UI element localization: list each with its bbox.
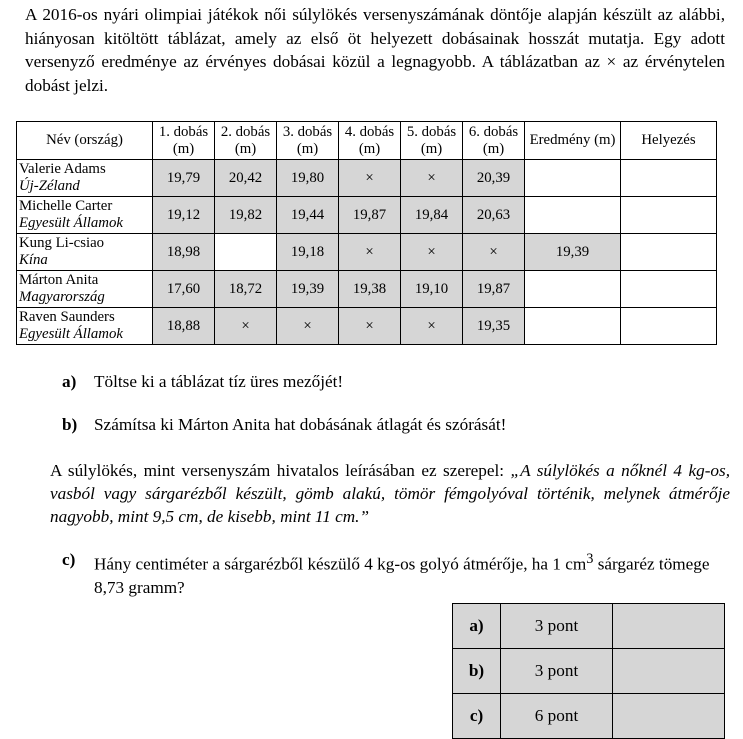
- points-table: [452, 603, 725, 739]
- results-table: [16, 121, 717, 345]
- throw-cell: ×: [339, 234, 401, 271]
- points-value: 6 pont: [501, 694, 613, 739]
- rank-cell: [621, 308, 717, 345]
- points-score-cell: [613, 649, 725, 694]
- athlete-cell: [17, 197, 153, 234]
- question-c-text: Hány centiméter a sárgarézből készülő 4 kg-os golyó átmérője, ha 1 cm: [94, 554, 587, 574]
- header-name: Név (ország): [17, 122, 153, 160]
- points-label: b): [453, 649, 501, 694]
- throw-cell: 19,38: [339, 271, 401, 308]
- athlete-name: Raven Saunders: [19, 309, 115, 325]
- question-a-label: a): [62, 372, 77, 391]
- throw-cell: ×: [339, 308, 401, 345]
- rules-paragraph: [50, 459, 730, 528]
- athlete-name: Valerie Adams: [19, 161, 106, 177]
- athlete-cell: [17, 271, 153, 308]
- header-throw-6: 6. dobás (m): [463, 122, 525, 160]
- throw-cell: 19,84: [401, 197, 463, 234]
- header-throw-2: 2. dobás (m): [215, 122, 277, 160]
- table-row: [17, 271, 717, 308]
- athlete-country: Egyesült Államok: [19, 215, 123, 231]
- rank-cell: [621, 234, 717, 271]
- header-throw-3: 3. dobás (m): [277, 122, 339, 160]
- table-row: [17, 308, 717, 345]
- rank-cell: [621, 197, 717, 234]
- throw-cell: 19,80: [277, 160, 339, 197]
- throw-cell: ×: [401, 234, 463, 271]
- table-row: [17, 234, 717, 271]
- points-label: a): [453, 604, 501, 649]
- rank-cell: [621, 160, 717, 197]
- throw-cell: 19,79: [153, 160, 215, 197]
- throw-cell: 19,82: [215, 197, 277, 234]
- table-row: [17, 160, 717, 197]
- result-cell: [525, 197, 621, 234]
- athlete-cell: [17, 160, 153, 197]
- throw-cell: 20,63: [463, 197, 525, 234]
- header-throw-5: 5. dobás (m): [401, 122, 463, 160]
- header-throw-4: 4. dobás (m): [339, 122, 401, 160]
- question-c-label: c): [62, 550, 76, 569]
- rank-cell: [621, 271, 717, 308]
- question-b-label: b): [62, 415, 78, 434]
- header-result: Eredmény (m): [525, 122, 621, 160]
- question-a-text: Töltse ki a táblázat tíz üres mezőjét!: [94, 372, 344, 391]
- question-c-sup: 3: [586, 551, 594, 567]
- throw-cell-empty: [215, 234, 277, 271]
- throw-cell: 19,39: [277, 271, 339, 308]
- athlete-country: Új-Zéland: [19, 178, 80, 194]
- athlete-cell: [17, 308, 153, 345]
- question-b-text: Számítsa ki Márton Anita hat dobásának átlagát és szórását!: [94, 415, 507, 434]
- table-row: [17, 197, 717, 234]
- points-score-cell: [613, 604, 725, 649]
- result-cell: [525, 308, 621, 345]
- throw-cell: 20,42: [215, 160, 277, 197]
- question-c-text-end: sárgaréz tömege 8,73 gramm?: [94, 554, 710, 597]
- throw-cell: 19,35: [463, 308, 525, 345]
- throw-cell: 18,98: [153, 234, 215, 271]
- rules-intro: A súlylökés, mint versenyszám hivatalos leírásában ez szerepel:: [50, 461, 511, 480]
- points-row: [453, 604, 725, 649]
- throw-cell: 19,87: [339, 197, 401, 234]
- table-header-row: [17, 122, 717, 160]
- throw-cell: 18,72: [215, 271, 277, 308]
- athlete-country: Egyesült Államok: [19, 326, 123, 342]
- throw-cell: 19,12: [153, 197, 215, 234]
- intro-text: A 2016-os nyári olimpiai játékok női súlylökés versenyszámának döntője alapján készült az alábbi, hiányosan kitöltött táblázat, amely az első öt helyezett dobásainak hosszát mutatja. Egy adott versenyző eredménye az érvényes dobásai közül a legnagyobb. A táblázatban az × az érvénytelen dobást jelzi.: [25, 5, 725, 95]
- throw-cell: ×: [339, 160, 401, 197]
- athlete-name: Kung Li-csiao: [19, 235, 105, 251]
- points-row: [453, 649, 725, 694]
- athlete-name: Michelle Carter: [19, 198, 113, 214]
- question-a: [62, 370, 343, 393]
- throw-cell: 20,39: [463, 160, 525, 197]
- throw-cell: ×: [463, 234, 525, 271]
- points-row: [453, 694, 725, 739]
- athlete-cell: [17, 234, 153, 271]
- points-score-cell: [613, 694, 725, 739]
- throw-cell: 19,18: [277, 234, 339, 271]
- header-rank: Helyezés: [621, 122, 717, 160]
- throw-cell: 18,88: [153, 308, 215, 345]
- result-cell: [525, 271, 621, 308]
- throw-cell: 19,10: [401, 271, 463, 308]
- throw-cell: 17,60: [153, 271, 215, 308]
- athlete-country: Magyarország: [19, 289, 105, 305]
- athlete-country: Kína: [19, 252, 48, 268]
- throw-cell: 19,87: [463, 271, 525, 308]
- result-cell: [525, 160, 621, 197]
- points-value: 3 pont: [501, 649, 613, 694]
- header-throw-1: 1. dobás (m): [153, 122, 215, 160]
- question-c: [62, 548, 730, 599]
- throw-cell: 19,44: [277, 197, 339, 234]
- throw-cell: ×: [401, 308, 463, 345]
- points-label: c): [453, 694, 501, 739]
- throw-cell: ×: [401, 160, 463, 197]
- throw-cell: ×: [215, 308, 277, 345]
- points-value: 3 pont: [501, 604, 613, 649]
- throw-cell: ×: [277, 308, 339, 345]
- rules-quote: „A súlylökés a nőknél 4 kg-os, vasból vagy sárgarézből készült, gömb alakú, tömör fémgolyóval történik, melynek átmérője nagyobb, mint 9,5 cm, de kisebb, mint 11 cm.”: [50, 461, 730, 526]
- question-b: [62, 413, 506, 436]
- athlete-name: Márton Anita: [19, 272, 99, 288]
- result-cell: 19,39: [525, 234, 621, 271]
